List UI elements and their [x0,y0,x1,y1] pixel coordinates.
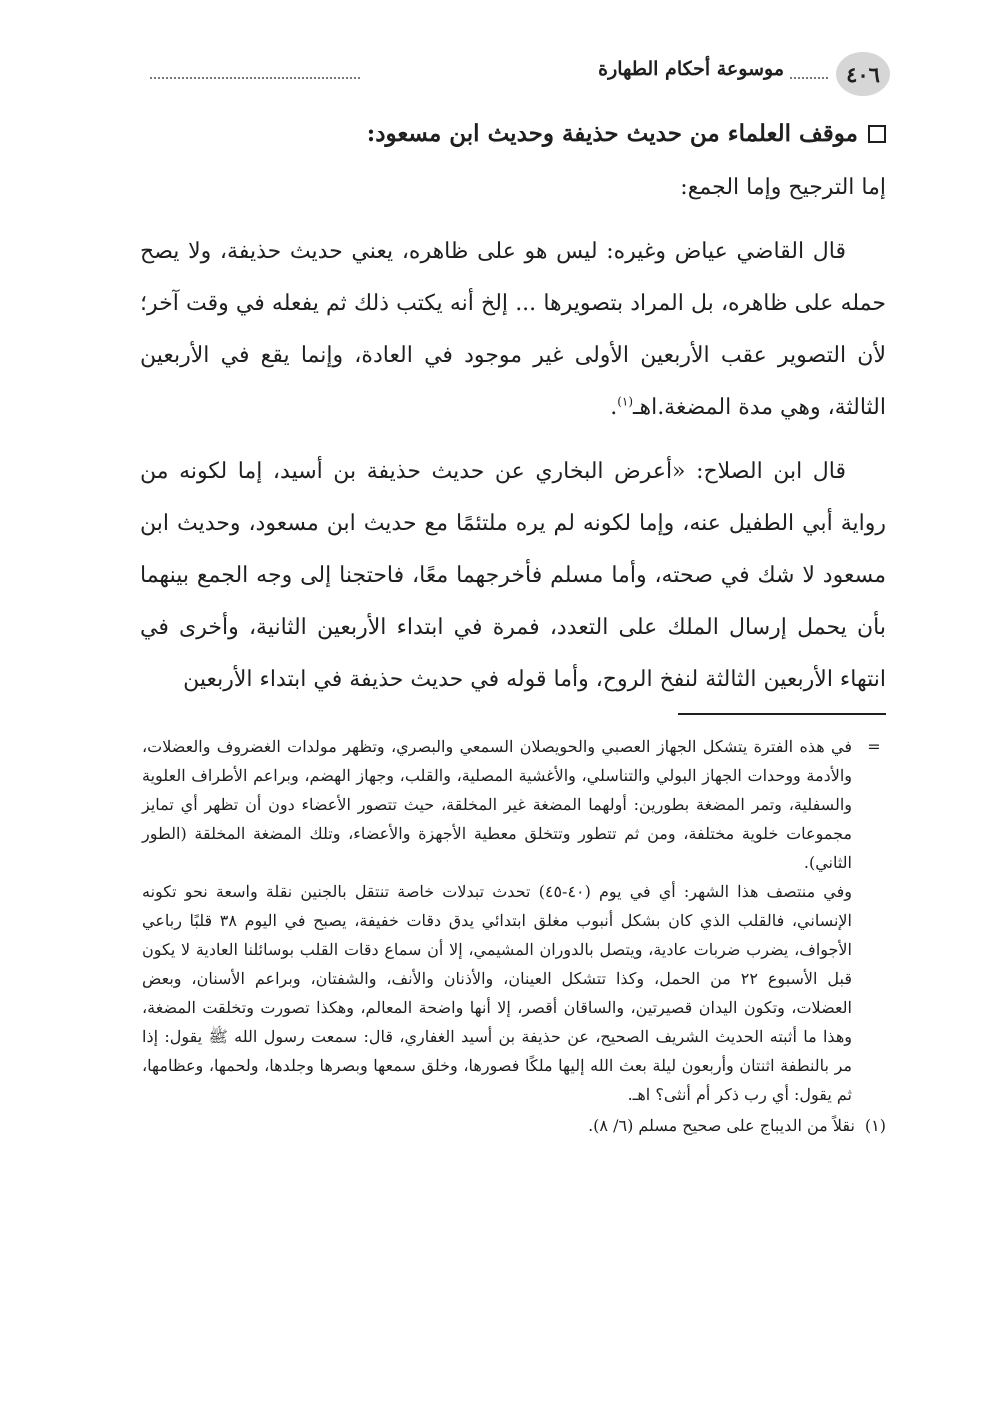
footnote-1 [142,1111,886,1140]
footnote-1-mark: (١) [864,1116,886,1135]
header-dotted-rule-right [790,77,828,79]
main-text [140,112,886,706]
footnote-separator [678,713,886,715]
footnote-continuation-body [142,732,852,1109]
footnote-continuation [142,732,886,1109]
book-title: موسوعة أحكام الطهارة [592,58,790,80]
footnote-ref-1[interactable]: (١) [617,394,634,409]
square-bullet-icon [868,125,886,143]
paragraph-2 [140,226,886,434]
page-number: ٤٠٦ [836,52,890,96]
header-dotted-rule-left [150,77,360,79]
paragraph-2-end: . [610,395,618,420]
section-heading-text: موقف العلماء من حديث حذيفة وحديث ابن مسعود: [366,120,858,147]
section-heading [140,112,886,156]
continuation-mark: = [867,737,881,756]
footnotes [142,732,886,1140]
footnote-1-text: نقلاً من الديباج على صحيح مسلم (٦/ ٨). [588,1116,855,1135]
page-header [140,44,890,104]
footnote-continuation-p2: وفي منتصف هذا الشهر: أي في يوم (٤٠-٤٥) تحدث تبدلات خاصة تنتقل بالجنين نقلة واسعة نحو تكونه الإنساني، فالقلب الذي كان بشكل أنبوب مغلق ابتدائي يدق دقات خفيفة، يصبح في اليوم ٣٨ قلبًا رباعي الأجواف، يضرب ضربات عادية، ويتصل بالدوران المشيمي، إلا أن سماع دقات القلب بوسائلنا العادية لا يكون قبل الأسبوع ٢٢ من الحمل، وكذا تتشكل العينان، والأذنان والأنف، والشفتان، وبراعم الأسنان، وبعض العضلات، وتكون اليدان قصيرتين، والساقان أقصر، إلا أنها واضحة المعالم، وهكذا تصورت وتخلقت المضغة، وهذا ما أثبته الحديث الشريف الصحيح، عن حذيفة بن أسيد الغفاري، قال: سمعت رسول الله ﷺ يقول: إذا مر بالنطفة اثنتان وأربعون ليلة بعث الله إليها ملكًا فصورها، وخلق سمعها وبصرها وجلدها، ولحمها، وعظامها، ثم يقول: أي رب ذكر أم أنثى؟ اهـ. [142,882,853,1104]
footnote-continuation-p1: في هذه الفترة يتشكل الجهاز العصبي والحويصلان السمعي والبصري، وتظهر مولدات الغضروف والعضلات، والأدمة ووحدات الجهاز البولي والتناسلي، والأغشية المصلية، والقلب، وجهاز الهضم، وبراعم الأطراف العلوية والسفلية، وتمر المضغة بطورين: أولهما المضغة غير المخلقة، حيث تتصور الأعضاء دون أن تظهر أي تمايز مجموعات خلوية مختلفة، ومن ثم تتطور وتتخلق معطية الأجهزة والأعضاء، وتلك المضغة المخلقة (الطور الثاني). [142,737,852,872]
paragraph-2-text: قال القاضي عياض وغيره: ليس هو على ظاهره، يعني حديث حذيفة، ولا يصح حمله على ظاهره، بل المراد بتصويرها ... إلخ أنه يكتب ذلك ثم يفعله في وقت آخر؛ لأن التصوير عقب الأربعين الأولى غير موجود في العادة، وإنما يقع في الأربعين الثالثة، وهي مدة المضغة.اهـ [140,239,886,420]
paragraph-1: إما الترجيح وإما الجمع: [680,175,886,200]
paragraph-3: قال ابن الصلاح: «أعرض البخاري عن حديث حذيفة بن أسيد، إما لكونه من رواية أبي الطفيل عنه، وإما لكونه لم يره ملتئمًا مع حديث ابن مسعود، وحديث ابن مسعود لا شك في صحته، وأما مسلم فأخرجهما معًا، فاحتجنا إلى وجه الجمع بينهما بأن يحمل إرسال الملك على التعدد، فمرة في ابتداء الأربعين الثانية، وأخرى في انتهاء الأربعين الثالثة لنفخ الروح، وأما قوله في حديث حذيفة في ابتداء الأربعين [140,459,886,692]
